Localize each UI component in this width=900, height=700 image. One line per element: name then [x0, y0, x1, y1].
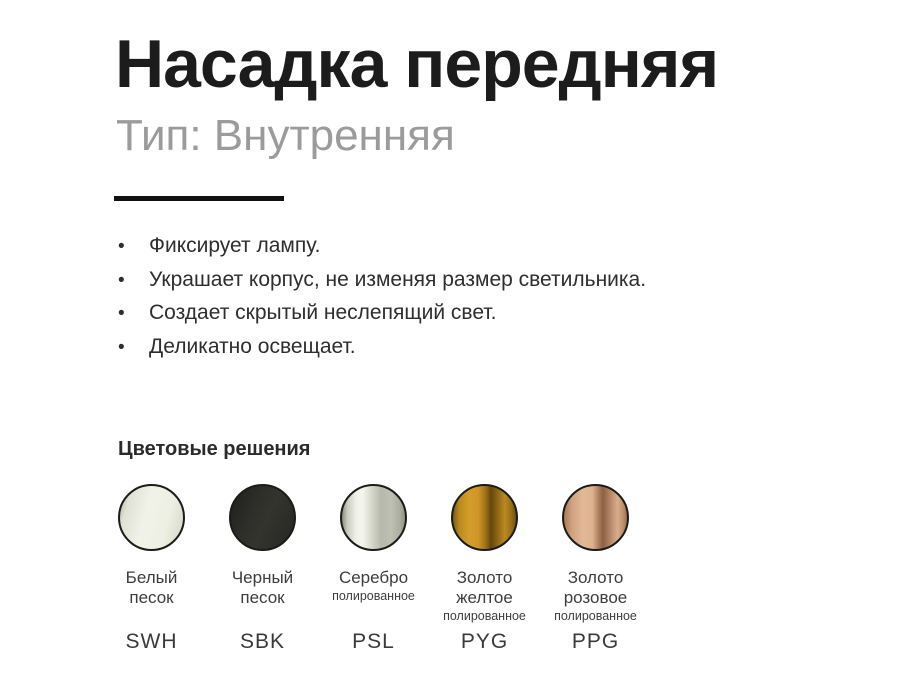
swatch-code: PYG	[460, 630, 509, 653]
swatch-name-line: песок	[240, 588, 285, 607]
bullet-dot: •	[118, 269, 125, 291]
swatch-psl	[318, 484, 429, 654]
divider-line	[114, 196, 284, 201]
list-item	[118, 264, 646, 298]
bullet-dot: •	[118, 336, 125, 358]
page-subtitle: Тип: Внутренняя	[116, 111, 455, 160]
swatch-code: PPG	[571, 630, 620, 653]
swatch-name	[554, 568, 637, 626]
feature-list	[118, 230, 646, 364]
swatch-name-line: Золото	[567, 568, 624, 587]
swatch-name-line: желтое	[456, 588, 513, 607]
swatch-circle-psl	[340, 484, 407, 551]
swatch-name-line: Золото	[456, 568, 513, 587]
bullet-dot: •	[118, 236, 125, 257]
swatch-sbk	[207, 484, 318, 654]
list-item	[118, 331, 646, 365]
swatch-ppg	[540, 484, 651, 654]
swatch-name	[332, 568, 415, 626]
swatch-name	[126, 568, 178, 626]
swatch-name-line: розовое	[563, 588, 628, 607]
swatch-circle-sbk	[229, 484, 296, 551]
swatch-code: PSL	[352, 630, 395, 653]
bullet-dot: •	[118, 303, 125, 324]
swatch-circle-ppg	[562, 484, 629, 551]
feature-text: Деликатно освещает.	[149, 334, 356, 358]
feature-text: Украшает корпус, не изменяя размер светильника.	[149, 267, 647, 291]
list-item	[118, 230, 646, 264]
swatch-code: SWH	[125, 630, 178, 653]
feature-text: Создает скрытый неслепящий свет.	[149, 301, 497, 324]
swatch-swh	[96, 484, 207, 654]
list-item	[118, 297, 646, 331]
feature-text: Фиксирует лампу.	[149, 234, 321, 257]
swatch-row	[96, 484, 651, 654]
swatch-code: SBK	[239, 630, 286, 653]
swatch-finish-note: полированное	[554, 609, 637, 623]
swatch-circle-pyg	[451, 484, 518, 551]
swatch-finish-note: полированное	[443, 609, 526, 623]
swatch-finish-note: полированное	[332, 589, 415, 603]
swatch-name	[443, 568, 526, 626]
swatch-circle-swh	[118, 484, 185, 551]
colors-section-title: Цветовые решения	[118, 438, 311, 460]
swatch-name-line: песок	[129, 588, 174, 607]
swatch-pyg	[429, 484, 540, 654]
swatch-name-line: Серебро	[338, 568, 409, 587]
swatch-name-line: Черный	[231, 568, 294, 587]
swatch-name-line: Белый	[125, 568, 178, 587]
swatch-name	[232, 568, 293, 626]
page-title: Насадка передняя	[115, 26, 719, 102]
